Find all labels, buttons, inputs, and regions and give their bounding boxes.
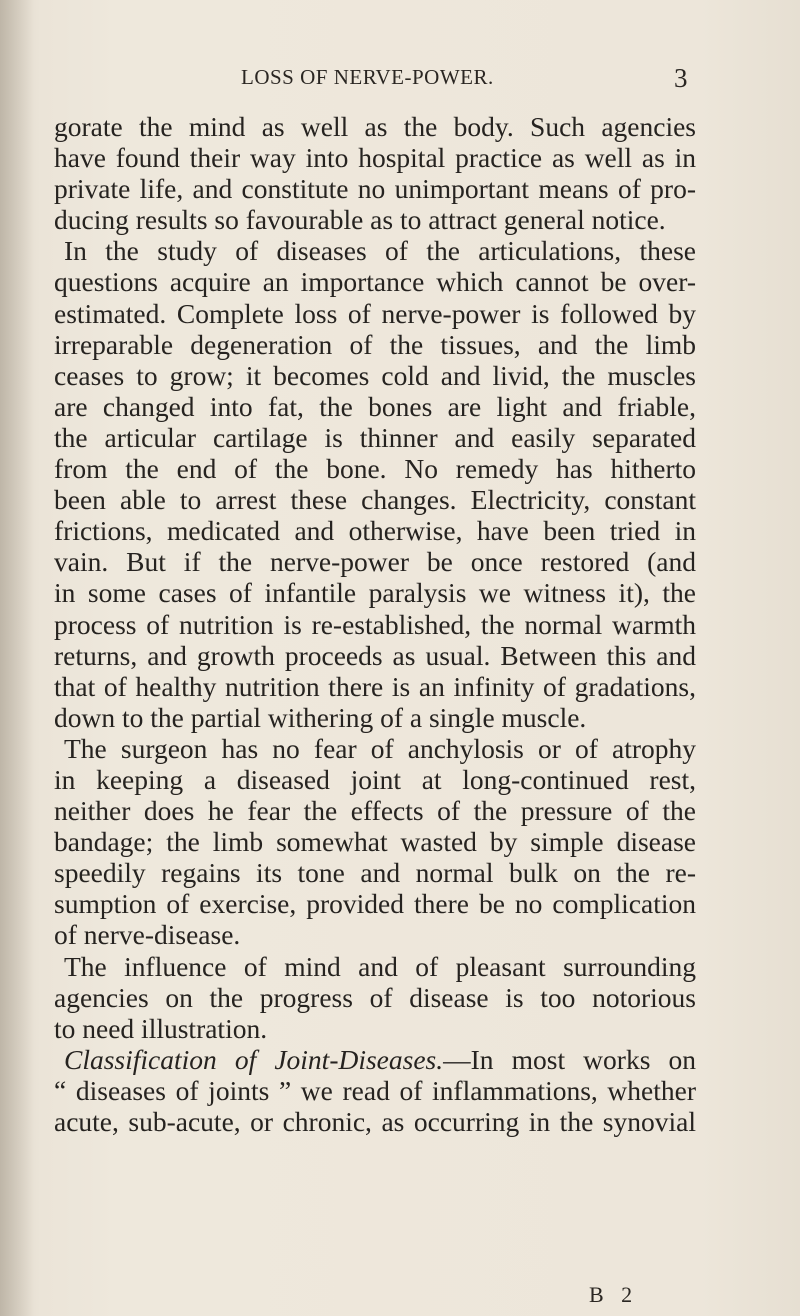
text-line: agencies on the progress of disease is too notorious	[54, 981, 696, 1013]
text-line: have found their way into hospital practice as well as in	[54, 142, 696, 174]
text-line: The influence of mind and of pleasant surrounding	[64, 950, 696, 982]
text-line: of nerve-disease.	[54, 919, 241, 951]
text-line: questions acquire an importance which cannot be over-	[54, 266, 696, 298]
text-line-rest: —In most works on	[443, 1043, 696, 1075]
text-line: speedily regains its tone and normal bulk on the re-	[54, 857, 696, 889]
running-head	[0, 63, 800, 103]
text-line: gorate the mind as well as the body. Such agencies	[54, 111, 696, 142]
text-line: frictions, medicated and otherwise, have been tried in	[54, 515, 696, 547]
text-line: ceases to grow; it becomes cold and livid, the muscles	[54, 359, 696, 391]
text-line: from the end of the bone. No remedy has hitherto	[54, 453, 696, 485]
text-line: The surgeon has no fear of anchylosis or of atrophy	[64, 732, 696, 764]
text-line: down to the partial withering of a single muscle.	[54, 701, 587, 733]
text-line: in some cases of infantile paralysis we witness it), the	[54, 577, 696, 609]
text-line: In the study of diseases of the articulations, these	[64, 235, 696, 267]
text-line: neither does he fear the effects of the pressure of the	[54, 795, 696, 827]
text-line: estimated. Complete loss of nerve-power is followed by	[54, 297, 696, 329]
text-line	[54, 1044, 696, 1075]
text-line: ducing results so favourable as to attract general notice.	[54, 204, 666, 236]
running-title: LOSS OF NERVE-POWER.	[241, 65, 494, 89]
text-line: to need illustration.	[54, 1012, 268, 1044]
text-line: the articular cartilage is thinner and easily separated	[54, 421, 696, 453]
signature-mark: B 2	[589, 1282, 639, 1307]
section-heading: Classification of Joint-Diseases.	[64, 1043, 444, 1075]
text-line: are changed into fat, the bones are light and friable,	[54, 390, 696, 422]
text-line: that of healthy nutrition there is an infinity of gradations,	[54, 670, 696, 702]
text-line: bandage; the limb somewhat wasted by simple disease	[54, 826, 696, 858]
text-line: “ diseases of joints ” we read of inflammations, whether	[54, 1074, 696, 1106]
text-line: irreparable degeneration of the tissues, and the limb	[54, 328, 696, 360]
text-line: process of nutrition is re-established, the normal warmth	[54, 608, 696, 640]
text-line: sumption of exercise, provided there be no complication	[54, 888, 696, 920]
text-line: in keeping a diseased joint at long-continued rest,	[54, 763, 696, 795]
page-number: 3	[674, 63, 688, 93]
text-line: returns, and growth proceeds as usual. Between this and	[54, 639, 696, 671]
text-line: private life, and constitute no unimportant means of pro-	[54, 173, 696, 205]
spine-shadow	[0, 0, 34, 1316]
text-line: acute, sub-acute, or chronic, as occurring in the synovial	[54, 1106, 696, 1137]
text-line: been able to arrest these changes. Electricity, constant	[54, 484, 696, 516]
body-text	[54, 111, 696, 1137]
text-line: vain. But if the nerve-power be once restored (and	[54, 546, 696, 578]
